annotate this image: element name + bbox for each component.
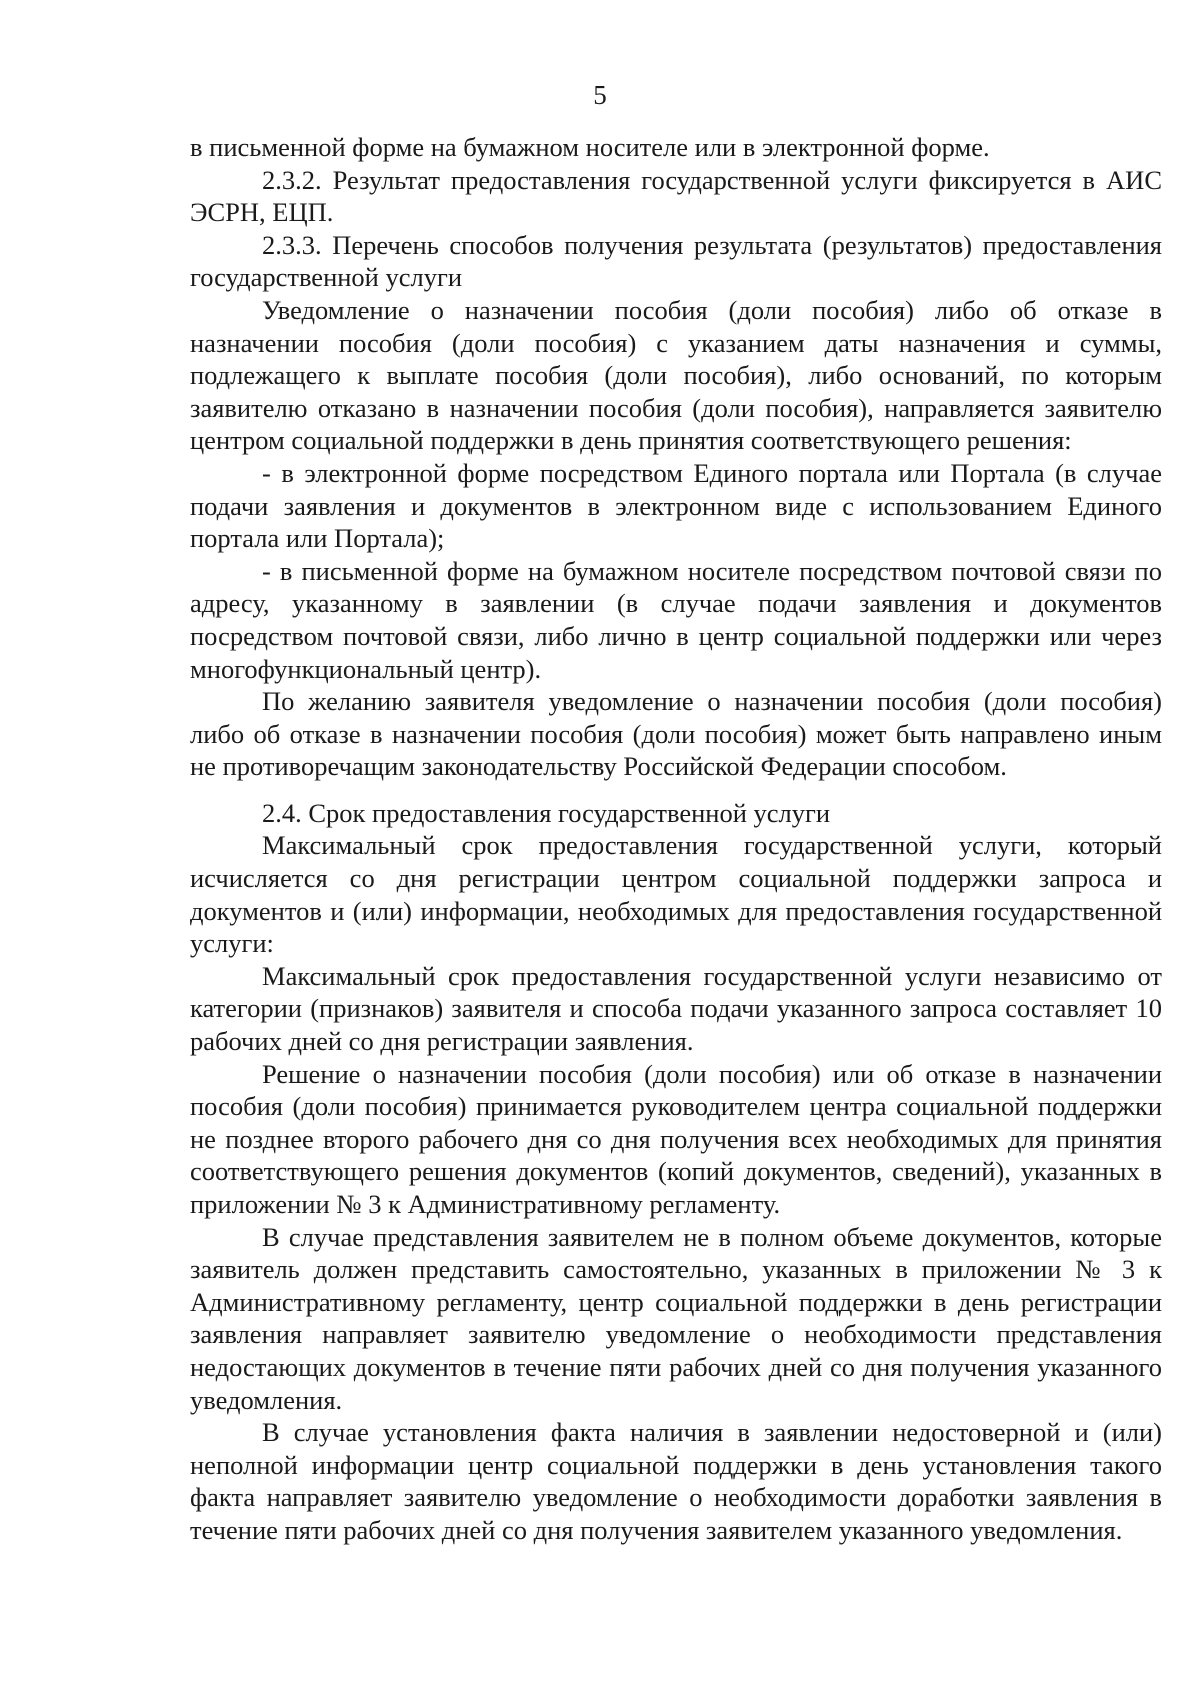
section-2-4-heading: 2.4. Срок предоставления государственной услуги: [262, 797, 831, 828]
paragraph-max-term: Максимальный срок предоставления государственной услуги, который исчисляется со дня регистрации центром социальной поддержки запроса и документов и (или) информации, необходимых для предоставления государственной услуги:: [190, 830, 1162, 959]
list-item-paper-form: - в письменной форме на бумажном носителе посредством почтовой связи по адресу, указанному в заявлении (в случае подачи заявления и документов посредством почтовой связи, либо лично в центр социальной поддержки или через многофункциональный центр).: [190, 555, 1162, 684]
paragraph-2-3-2: 2.3.2. Результат предоставления государственной услуги фиксируется в АИС ЭСРН, ЕЦП.: [190, 164, 1162, 228]
paragraph-incomplete-documents: В случае представления заявителем не в полном объеме документов, которые заявитель должен представить самостоятельно, указанных в приложении № 3 к Административному регламенту, центр социальной поддержки в день регистрации заявления направляет заявителю уведомление о необходимости представления недостающих документов в течение пяти рабочих дней со дня получения указанного уведомления.: [190, 1221, 1162, 1415]
paragraph-2-3-3-heading: 2.3.3. Перечень способов получения результата (результатов) предоставления государственной услуги: [190, 229, 1162, 293]
page-number: 5: [593, 80, 607, 110]
paragraph-decision: Решение о назначении пособия (доли пособия) или об отказе в назначении пособия (доли пособия) принимается руководителем центра социальной поддержки не позднее второго рабочего дня со дня получения всех необходимых для принятия соответствующего решения документов (копий документов, сведений), указанных в приложении № 3 к Административному регламенту.: [190, 1058, 1162, 1219]
list-item-electronic-form: - в электронной форме посредством Единого портала или Портала (в случае подачи заявления и документов в электронном виде с использованием Единого портала или Портала);: [190, 457, 1162, 554]
document-body: [190, 131, 1162, 1547]
paragraph-applicant-wish: По желанию заявителя уведомление о назначении пособия (доли пособия) либо об отказе в назначении пособия (доли пособия) может быть направлено иным не противоречащим законодательству Российской Федерации способом.: [190, 686, 1162, 782]
paragraph-notification: Уведомление о назначении пособия (доли пособия) либо об отказе в назначении пособия (доли пособия) с указанием даты назначения и суммы, подлежащего к выплате пособия (доли пособия), либо оснований, по которым заявителю отказано в назначении пособия (доли пособия), направляется заявителю центром социальной поддержки в день принятия соответствующего решения:: [190, 294, 1162, 456]
paragraph-continuation: в письменной форме на бумажном носителе или в электронной форме.: [190, 132, 990, 162]
paragraph-inaccurate-information: В случае установления факта наличия в заявлении недостоверной и (или) неполной информации центр социальной поддержки в день установления такого факта направляет заявителю уведомление о необходимости доработки заявления в течение пяти рабочих дней со дня получения заявителем указанного уведомления.: [190, 1417, 1162, 1545]
paragraph-max-term-value: Максимальный срок предоставления государственной услуги независимо от категории (признаков) заявителя и способа подачи указанного запроса составляет 10 рабочих дней со дня регистрации заявления.: [190, 960, 1162, 1057]
